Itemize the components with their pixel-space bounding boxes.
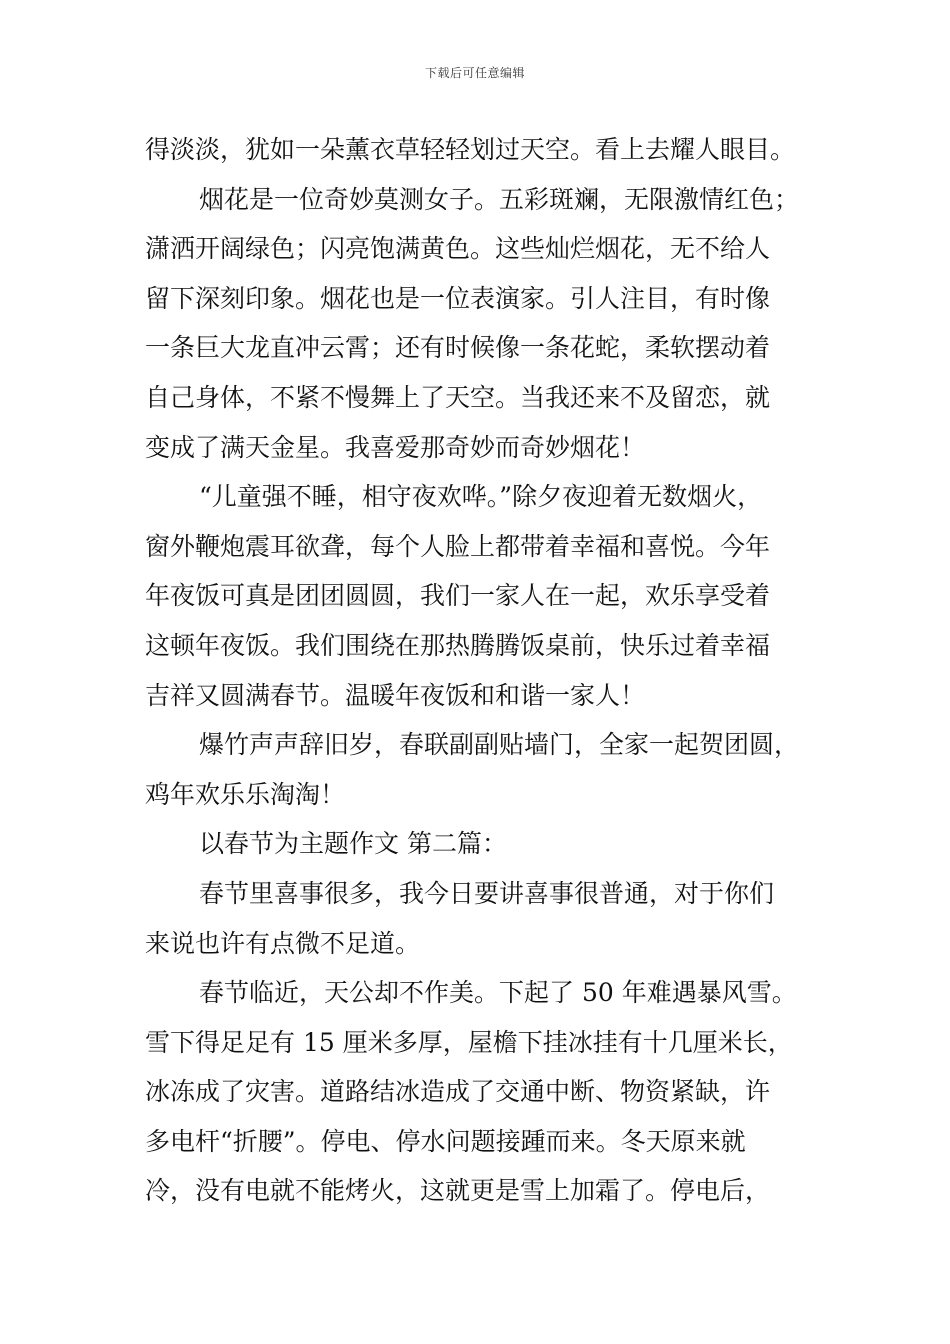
- text-line: 窗外鞭炮震耳欲聋，每个人脸上都带着幸福和喜悦。今年: [145, 531, 771, 561]
- page-header: 下载后可任意编辑: [424, 66, 525, 80]
- text-line: 爆竹声声辞旧岁，春联副副贴墙门，全家一起贺团圆，: [199, 730, 800, 760]
- text-line: 留下深刻印象。烟花也是一位表演家。引人注目，有时像: [145, 283, 771, 313]
- text-line: 冷，没有电就不能烤火，这就更是雪上加霜了。停电后，: [145, 1176, 771, 1206]
- text-line: 多电杆“折腰”。停电、停水问题接踵而来。冬天原来就: [145, 1126, 746, 1156]
- text-line: 吉祥又圆满春节。温暖年夜饭和和谐一家人！: [145, 680, 646, 710]
- text-line: 自己身体，不紧不慢舞上了天空。当我还来不及留恋，就: [145, 382, 771, 412]
- text-line: 年夜饭可真是团团圆圆，我们一家人在一起，欢乐享受着: [145, 581, 771, 611]
- text-line: 得淡淡，犹如一朵薰衣草轻轻划过天空。看上去耀人眼目。: [145, 135, 796, 164]
- text-line: 潇洒开阔绿色；闪亮饱满黄色。这些灿烂烟花，无不给人: [145, 234, 771, 264]
- text-line: 烟花是一位奇妙莫测女子。五彩斑斓，无限激情红色；: [199, 184, 800, 214]
- text-line: 以春节为主题作文 第二篇：: [199, 829, 507, 859]
- text-line: “儿童强不睡，相守夜欢哗。”除夕夜迎着无数烟火，: [199, 482, 763, 512]
- text-line: 冰冻成了灾害。道路结冰造成了交通中断、物资紧缺，许: [145, 1077, 771, 1107]
- text-line: 一条巨大龙直冲云霄；还有时候像一条花蛇，柔软摆动着: [145, 333, 771, 363]
- text-line: 雪下得足足有 15 厘米多厚，屋檐下挂冰挂有十几厘米长，: [145, 1027, 793, 1057]
- document-body: [145, 125, 835, 1216]
- text-line: 来说也许有点微不足道。: [145, 928, 421, 958]
- text-line: 春节临近，天公却不作美。下起了 50 年难遇暴风雪。: [199, 978, 797, 1008]
- text-line: 变成了满天金星。我喜爱那奇妙而奇妙烟花！: [145, 432, 646, 462]
- text-line: 鸡年欢乐乐淘淘！: [145, 779, 346, 809]
- text-line: 春节里喜事很多，我今日要讲喜事很普通，对于你们: [199, 878, 775, 908]
- text-line: 这顿年夜饭。我们围绕在那热腾腾饭桌前，快乐过着幸福: [145, 630, 771, 660]
